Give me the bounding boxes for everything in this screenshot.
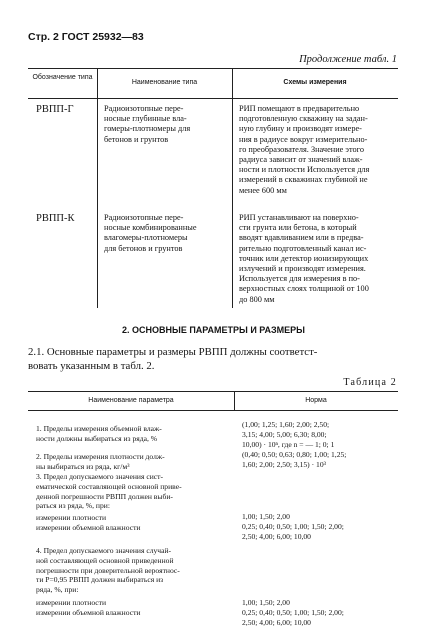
table2-header-rule: [28, 410, 398, 411]
table1-row-name: Радиоизотопные пере- носные глубинные вла- гомеры-плотномеры для бетонов и грунтов: [104, 104, 191, 144]
table2-top-rule: [28, 391, 398, 392]
table1-row-designation: РВПП-К: [36, 213, 75, 224]
table2-norm-3-moisture: 0,25; 0,40; 0,50; 1,00; 1,50; 2,00; 2,50; 4,00; 6,00; 10,00: [242, 522, 344, 541]
table2-param-3-moisture: измерении объемной влажности: [36, 523, 141, 532]
page-header: Стр. 2 ГОСТ 25932—83: [28, 31, 144, 43]
table-continuation-label: Продолжение табл. 1: [299, 54, 397, 65]
table1-top-rule: [28, 68, 398, 69]
table2-param-4-density: измерении плотности: [36, 598, 107, 607]
table2-param-3: 3. Предел допускаемого значения сист- ематической составляющей основной приве- денной погрешности РВПП должен выби- раться из ряда, %, при:: [36, 472, 182, 511]
table1-header-rule: [28, 98, 398, 99]
table2-param-4-moisture: измерении объемной влажности: [36, 608, 141, 617]
table2-param-1: 1. Пределы измерения объемной влаж- ности должны выбираться из ряда, %: [36, 424, 162, 443]
table1-header-scheme: Схемы измерения: [283, 79, 347, 86]
table2-norm-2: (0,40; 0,50; 0,63; 0,80; 1,00; 1,25; 1,60; 2,00; 2,50; 3,15) · 10³: [242, 450, 347, 469]
table1-col-divider: [232, 68, 233, 308]
table1-header-name: Наименование типа: [131, 79, 198, 86]
table2-header-parameter: Наименование параметра: [88, 397, 174, 404]
section-title: 2. ОСНОВНЫЕ ПАРАМЕТРЫ И РАЗМЕРЫ: [122, 325, 305, 335]
table2-title: Таблица 2: [343, 377, 397, 388]
paragraph-2-1: 2.1. Основные параметры и размеры РВПП должны соответст- вовать указанным в табл. 2.: [28, 346, 318, 372]
table1-row-scheme: РИП помещают в предварительно подготовленную скважину на задан- ную глубину и производят измере- ния в радиусе вокруг измерительно- го преобразователя. Значение этого радиуса зависит от значений влаж- ности и плотности Используется для измерений в скважинах глубиной не менее 600 мм: [239, 104, 370, 195]
table1-row-name: Радиоизотопные пере- носные комбинированные влагомеры-плотномеры для бетонов и грунтов: [104, 213, 197, 253]
table1-header-designation: Обозначение типа: [32, 74, 93, 81]
table2-param-2: 2. Пределы измерения плотности долж- ны выбираться из ряда, кг/м³: [36, 452, 165, 471]
table2-norm-4-moisture: 0,25; 0,40; 0,50; 1,00; 1,50; 2,00; 2,50; 4,00; 6,00; 10,00: [242, 608, 344, 627]
table2-norm-1: (1,00; 1,25; 1,60; 2,00; 2,50; 3,15; 4,00; 5,00; 6,30; 8,00; 10,00) · 10ⁿ, где n = — 1; 0; 1: [242, 420, 335, 449]
table2-param-4: 4. Предел допускаемого значения случай- ной составляющей основной приведенной погрешности при доверительной вероятнос- ти P=0,95 РВПП должен выбираться из ряда, %, при:: [36, 546, 180, 595]
table2-header-norm: Норма: [305, 397, 327, 404]
table2-param-3-density: измерении плотности: [36, 513, 107, 522]
table1-row-scheme: РИП устанавливают на поверхно- сти грунта или бетона, в который вводят вдавливанием или в предва- рительно подготовленный канал ис- точник или детектор ионизирующих излучений и производят измерения. Используется для измерения в по- верхностных слоях толщиной от 100 до 800 мм: [239, 213, 369, 304]
table2-norm-4-density: 1,00; 1,50; 2,00: [242, 598, 290, 607]
table2-norm-3-density: 1,00; 1,50; 2,00: [242, 512, 290, 521]
table1-row-designation: РВПП-Г: [36, 104, 74, 115]
table1-col-divider: [97, 68, 98, 308]
